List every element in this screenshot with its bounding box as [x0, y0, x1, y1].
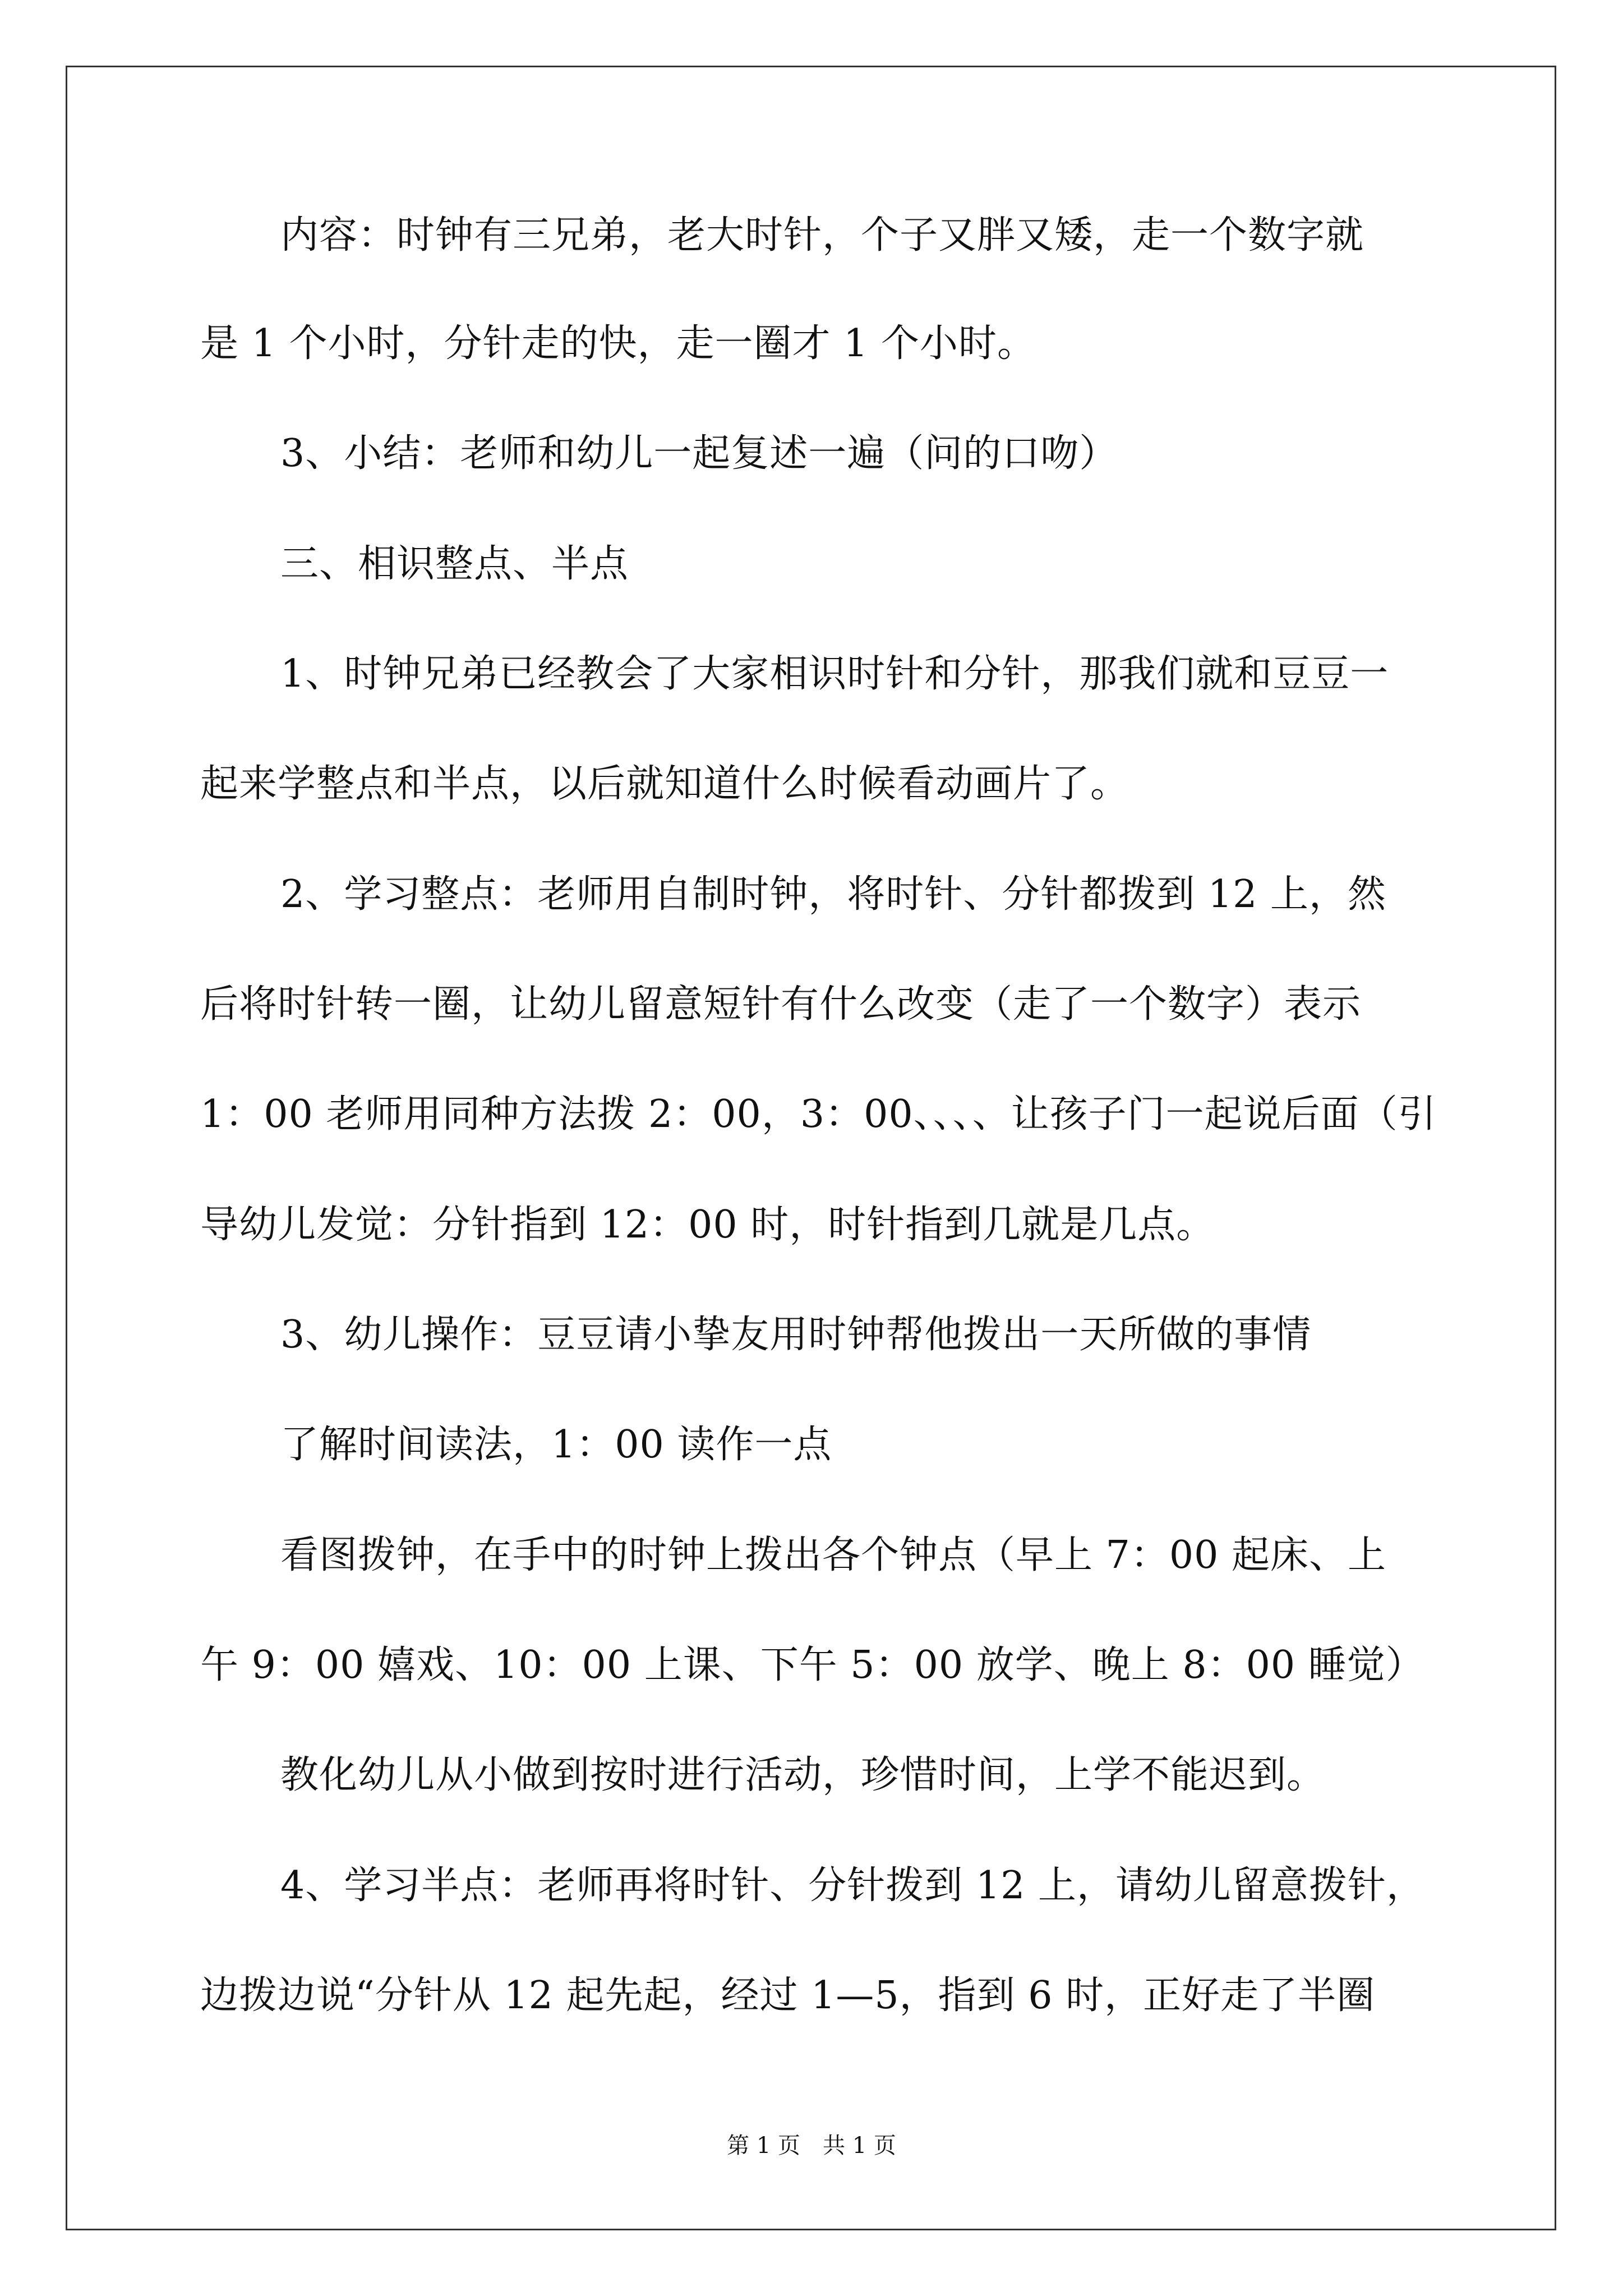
- paragraph-line: 1、时钟兄弟已经教会了大家相识时针和分针，那我们就和豆豆一: [280, 652, 1389, 696]
- paragraph-line: 2、学习整点：老师用自制时钟，将时针、分针都拨到 12 上，然: [280, 872, 1387, 917]
- paragraph-line: 3、幼儿操作：豆豆请小挚友用时钟帮他拨出一天所做的事情: [280, 1313, 1312, 1357]
- paragraph-line: 边拨边说“分针从 12 起先起，经过 1—5，指到 6 时，正好走了半圈: [200, 1973, 1376, 2018]
- paragraph-line: 4、学习半点：老师再将时针、分针拨到 12 上，请幼儿留意拨针，: [280, 1864, 1426, 1908]
- paragraph-line: 后将时针转一圈，让幼儿留意短针有什么改变（走了一个数字）表示: [200, 982, 1362, 1027]
- paragraph-line: 起来学整点和半点，以后就知道什么时候看动画片了。: [200, 762, 1129, 806]
- section-heading: 三、相识整点、半点: [280, 542, 629, 586]
- paragraph-line: 1：00 老师用同种方法拨 2：00，3：00、、、、让孩子门一起说后面（引: [200, 1092, 1437, 1137]
- paragraph-line: 导幼儿发觉：分针指到 12：00 时，时针指到几就是几点。: [200, 1203, 1215, 1247]
- paragraph-line: 了解时间读法，1：00 读作一点: [280, 1423, 832, 1467]
- paragraph-line: 内容：时钟有三兄弟，老大时针，个子又胖又矮，走一个数字就: [280, 213, 1364, 257]
- paragraph-line: 3、小结：老师和幼儿一起复述一遍（问的口吻）: [280, 431, 1118, 476]
- paragraph-line: 午 9：00 嬉戏、10：00 上课、下午 5：00 放学、晚上 8：00 睡觉）: [200, 1643, 1424, 1687]
- paragraph-line: 是 1 个小时，分针走的快，走一圈才 1 个小时。: [200, 321, 1036, 366]
- paragraph-line: 看图拨钟，在手中的时钟上拨出各个钟点（早上 7：00 起床、上: [280, 1533, 1387, 1577]
- page-number-footer: 第 1 页 共 1 页: [727, 2133, 896, 2159]
- paragraph-line: 教化幼儿从小做到按时进行活动，珍惜时间，上学不能迟到。: [280, 1753, 1326, 1797]
